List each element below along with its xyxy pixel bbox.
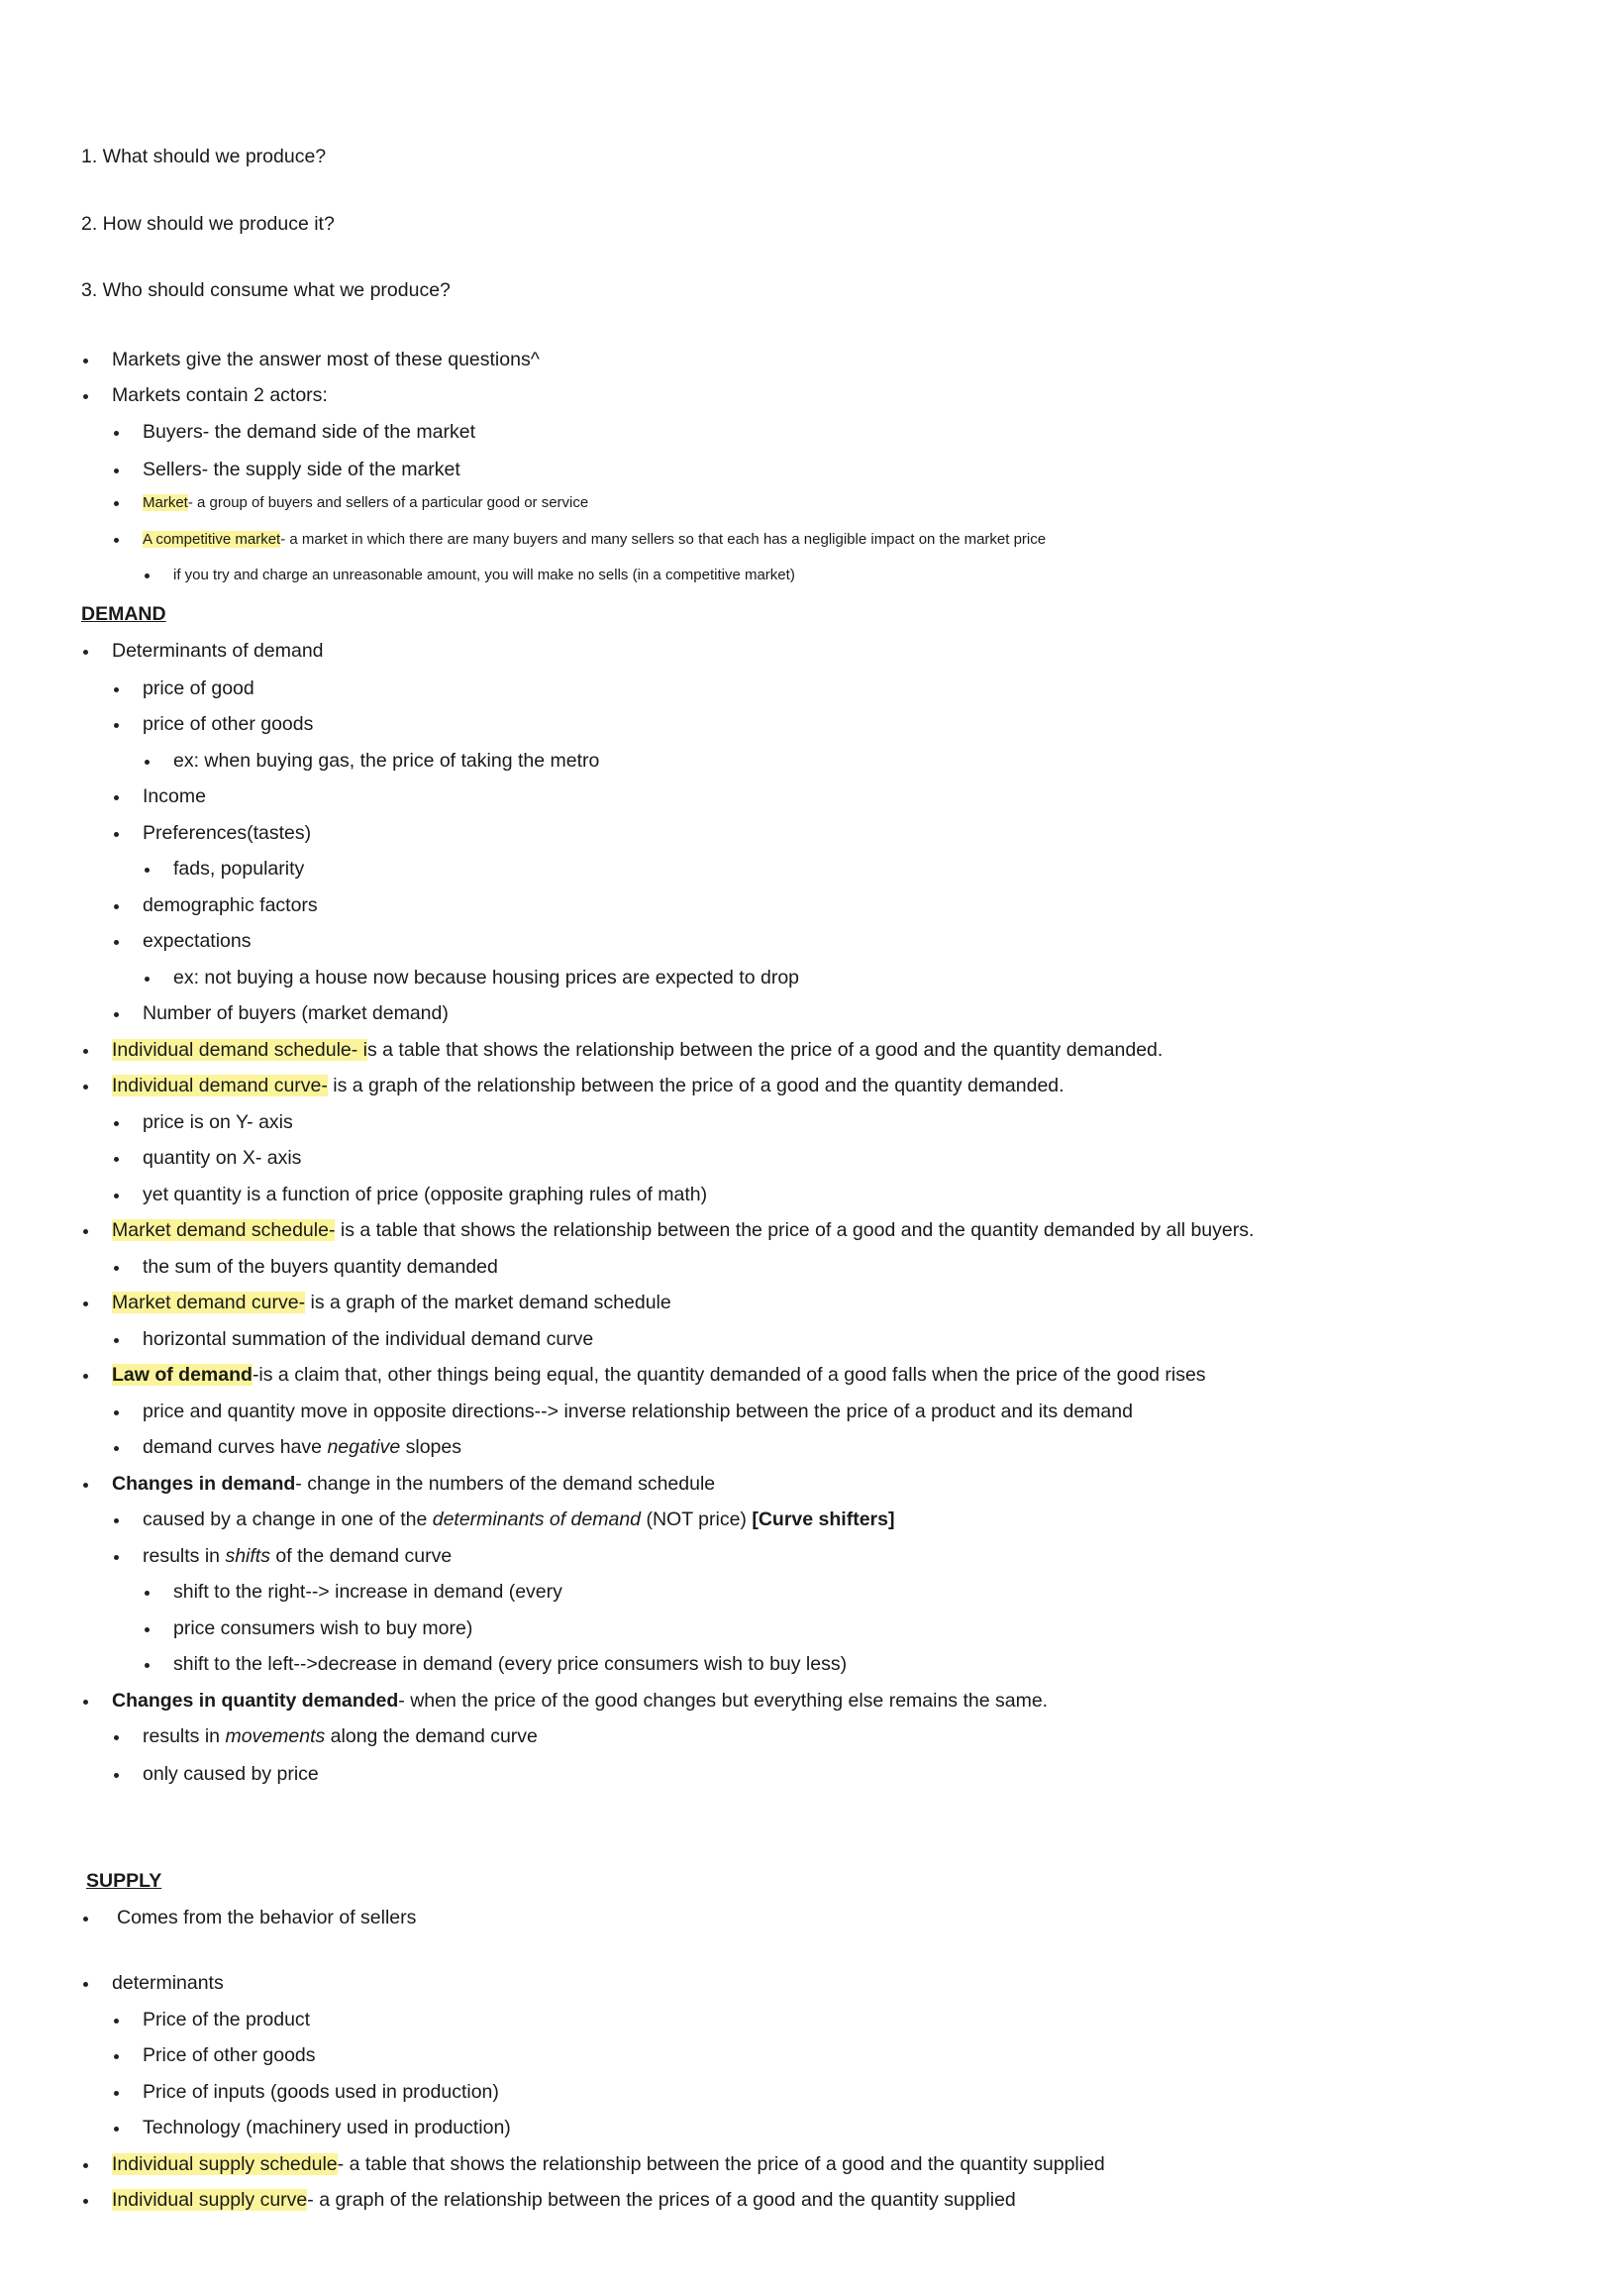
list-item: quantity on X- axis [143,1147,302,1169]
list-item [112,1218,1254,1242]
bullet-icon [114,1012,119,1017]
list-item: Sellers- the supply side of the market [143,459,460,480]
list-item: ex: not buying a house now because housing prices are expected to drop [173,967,800,988]
bullet-icon [145,868,150,873]
bullet-icon [114,2127,119,2132]
term-highlight: Market [143,494,188,511]
term-highlight: Individual supply schedule [112,2153,338,2175]
list-item: horizontal summation of the individual demand curve [143,1328,594,1350]
definition-text: - when the price of the good changes but everything else remains the same. [398,1690,1049,1712]
term-highlight: A competitive market [143,531,281,548]
bullet-icon [83,650,88,655]
list-item [112,1472,715,1496]
list-item [143,491,588,515]
definition-text: is a graph of the market demand schedule [305,1292,671,1313]
term-bold: Changes in quantity demanded [112,1690,399,1712]
bullet-icon [114,1338,119,1343]
list-item [112,2188,1016,2212]
text-run: shifts [225,1545,270,1567]
bullet-icon [83,359,88,364]
list-item: if you try and charge an unreasonable amount, you will make no sells (in a competitive market) [173,567,795,583]
bullet-icon [114,2091,119,2096]
text-run: [Curve shifters] [752,1508,895,1530]
bullet-icon [114,1194,119,1198]
definition-text: is a table that shows the relationship between the price of a good and the quantity demanded by all buyers. [335,1219,1255,1241]
text-run: along the demand curve [325,1725,538,1747]
list-item: Price of inputs (goods used in production) [143,2081,499,2103]
text-run: movements [225,1725,326,1747]
bullet-icon [114,1121,119,1126]
list-item: Markets contain 2 actors: [112,384,328,406]
bullet-icon [83,1374,88,1379]
bullet-icon [114,1735,119,1740]
list-item: expectations [143,930,252,952]
list-item: price of good [143,677,254,699]
list-item: Price of other goods [143,2044,316,2066]
list-item: Preferences(tastes) [143,822,312,844]
list-item: price is on Y- axis [143,1111,293,1133]
question-2: 2. How should we produce it? [81,213,335,235]
text-run: caused by a change in one of the [143,1508,433,1530]
text-run: slopes [400,1436,461,1458]
list-item: ex: when buying gas, the price of taking the metro [173,750,600,772]
bullet-icon [114,904,119,909]
bullet-icon [83,1917,88,1922]
list-item: the sum of the buyers quantity demanded [143,1256,498,1278]
section-heading-supply: SUPPLY [86,1870,162,1892]
list-item: price of other goods [143,713,314,735]
definition-text: s a table that shows the relationship between the price of a good and the quantity demanded. [367,1039,1164,1061]
bullet-icon [114,1157,119,1162]
list-item: Markets give the answer most of these questions^ [112,349,540,370]
bullet-icon [145,1591,150,1596]
bullet-icon [114,431,119,436]
definition-text: is a graph of the relationship between the price of a good and the quantity demanded. [327,1075,1065,1096]
term-highlight: Market demand schedule- [112,1219,336,1241]
definition-text: - a group of buyers and sellers of a particular good or service [187,494,589,511]
text-run: results in [143,1725,226,1747]
list-item: Comes from the behavior of sellers [117,1907,417,1928]
list-item: Price of the product [143,2009,311,2030]
list-item: price consumers wish to buy more) [173,1617,473,1639]
bullet-icon [83,1483,88,1488]
text-run: of the demand curve [269,1545,453,1567]
term-highlight: Individual supply curve [112,2189,308,2211]
bullet-icon [145,573,150,578]
list-item [143,1435,461,1459]
list-item: determinants [112,1972,224,1994]
list-item [143,1508,894,1531]
list-item: Determinants of demand [112,640,324,662]
list-item [112,2152,1105,2176]
bullet-icon [114,1266,119,1271]
bullet-icon [114,538,119,543]
bullet-icon [114,1446,119,1451]
term-highlight: Law of demand [112,1364,253,1386]
list-item: price and quantity move in opposite directions--> inverse relationship between the price of a product and its demand [143,1401,1133,1422]
list-item [112,1038,1163,1062]
bullet-icon [145,760,150,765]
term-highlight: Individual demand curve- [112,1075,328,1096]
section-heading-demand: DEMAND [81,603,166,625]
list-item: Income [143,785,206,807]
text-run: (NOT price) [641,1508,753,1530]
bullet-icon [114,1773,119,1778]
bullet-icon [114,723,119,728]
list-item [112,1363,1206,1387]
bullet-icon [114,2019,119,2024]
list-item [112,1689,1048,1713]
list-item: Technology (machinery used in production) [143,2117,511,2138]
bullet-icon [83,394,88,399]
list-item: shift to the right--> increase in demand (every [173,1581,562,1603]
bullet-icon [83,1301,88,1306]
definition-text: - a graph of the relationship between the prices of a good and the quantity supplied [307,2189,1016,2211]
bullet-icon [114,795,119,800]
list-item [112,1291,671,1314]
bullet-icon [114,687,119,692]
definition-text: - a market in which there are many buyers and many sellers so that each has a negligible impact on the market price [280,531,1047,548]
term-highlight: Individual demand schedule- i [112,1039,367,1061]
list-item: Buyers- the demand side of the market [143,421,476,443]
list-item: Number of buyers (market demand) [143,1002,449,1024]
term-bold: Changes in demand [112,1473,296,1495]
bullet-icon [114,940,119,945]
list-item [143,1724,538,1748]
question-1: 1. What should we produce? [81,146,327,167]
list-item [143,528,1046,552]
bullet-icon [83,1049,88,1054]
list-item: yet quantity is a function of price (opposite graphing rules of math) [143,1184,708,1205]
list-item: only caused by price [143,1763,319,1785]
bullet-icon [83,1700,88,1705]
bullet-icon [145,977,150,982]
bullet-icon [114,468,119,473]
text-run: demand curves have [143,1436,328,1458]
text-run: results in [143,1545,226,1567]
bullet-icon [83,2199,88,2204]
definition-text: - change in the numbers of the demand schedule [295,1473,716,1495]
question-3: 3. Who should consume what we produce? [81,279,451,301]
term-highlight: Market demand curve- [112,1292,306,1313]
text-run: determinants of demand [432,1508,642,1530]
bullet-icon [114,1410,119,1415]
definition-text: -is a claim that, other things being equal, the quantity demanded of a good falls when the price of the good rises [252,1364,1206,1386]
bullet-icon [83,1085,88,1090]
bullet-icon [114,1518,119,1523]
bullet-icon [114,1555,119,1560]
bullet-icon [83,1982,88,1987]
bullet-icon [83,2163,88,2168]
list-item: shift to the left-->decrease in demand (every price consumers wish to buy less) [173,1653,848,1675]
list-item: demographic factors [143,894,318,916]
bullet-icon [114,832,119,837]
list-item [143,1544,452,1568]
definition-text: - a table that shows the relationship between the price of a good and the quantity supplied [337,2153,1105,2175]
text-run: negative [327,1436,401,1458]
list-item [112,1074,1065,1097]
bullet-icon [145,1663,150,1668]
bullet-icon [114,2054,119,2059]
bullet-icon [145,1627,150,1632]
bullet-icon [83,1229,88,1234]
list-item: fads, popularity [173,858,305,880]
bullet-icon [114,501,119,506]
